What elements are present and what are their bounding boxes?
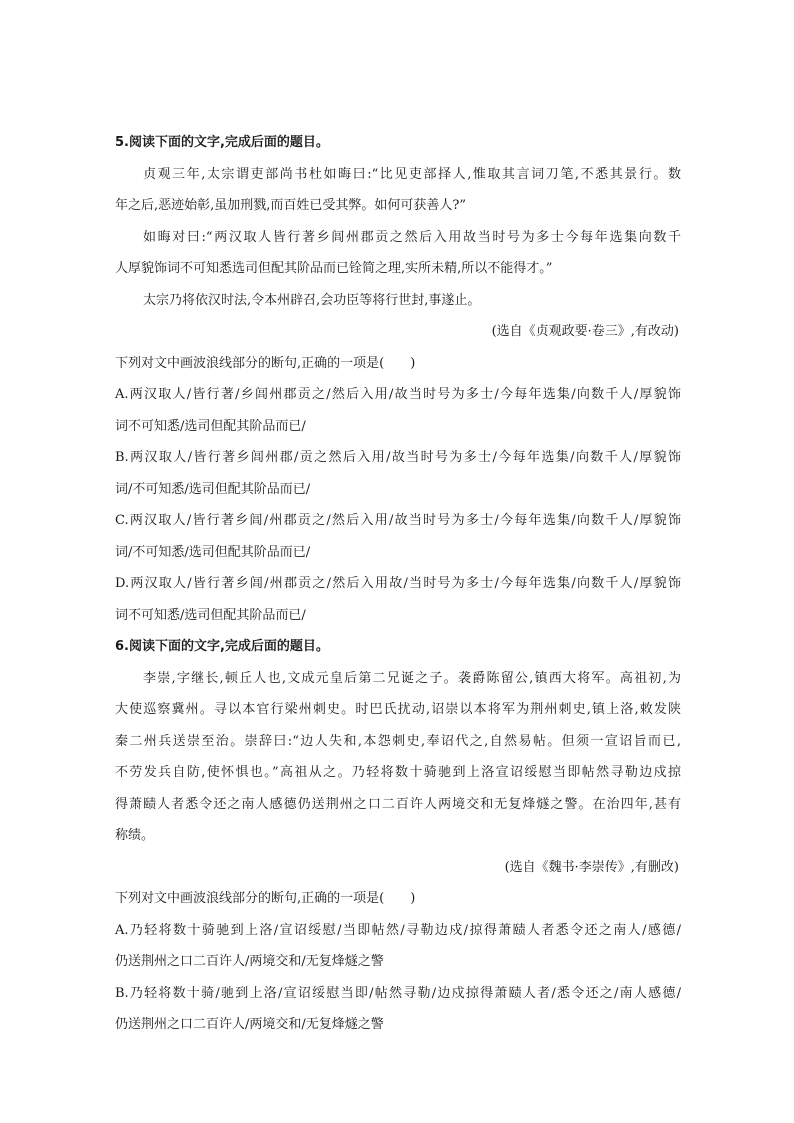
q5-option-b: B.两汉取人/皆行著乡闾州郡/贡之然后入用/故当时号为多士/今每年选集/向数千人/厚貌饰 [115, 450, 681, 465]
q6-option-a-cont: 仍送荆州之口二百许人/两境交和/无复烽燧之警 [115, 954, 384, 969]
q6-passage-line: 不劳发兵自防,使怀惧也。”高祖从之。乃轻将数十骑驰到上洛宣诏绥慰当即帖然寻勒边戍掠 [115, 765, 681, 780]
q5-option-c: C.两汉取人/皆行著乡闾/州郡贡之/然后入用/故当时号为多士/今每年选集/向数千人/厚貌饰 [115, 513, 681, 528]
q5-passage-line: 人厚貌饰词不可知悉选司但配其阶品而已铨简之理,实所未精,所以不能得才。” [115, 261, 553, 276]
q6-question: 下列对文中画波浪线部分的断句,正确的一项是( ) [115, 891, 416, 906]
q6-option-a: A.乃轻将数十骑驰到上洛/宣诏绥慰/当即帖然/寻勒边戍/掠得萧赜人者悉令还之南人/感德/ [115, 923, 681, 938]
q5-option-a-cont: 词不可知悉/选司但配其阶品而已/ [115, 419, 306, 434]
q5-option-a: A.两汉取人/皆行著/乡闾州郡贡之/然后入用/故当时号为多士/今每年选集/向数千人/厚貌饰 [115, 387, 681, 402]
q5-passage-line: 太宗乃将依汉时法,令本州辟召,会功臣等将行世封,事遂止。 [143, 293, 481, 308]
q6-option-b-cont: 仍送荆州之口二百许人/两境交和/无复烽燧之警 [115, 1017, 384, 1032]
q6-passage-line: 秦二州兵送崇至治。崇辞曰:“边人失和,本怨刺史,奉诏代之,自然易帖。但须一宣诏旨而已, [115, 734, 681, 749]
q6-source: (选自《魏书·李崇传》,有删改) [504, 860, 679, 875]
q5-option-d-cont: 词不可知悉/选司但配其阶品而已/ [115, 608, 306, 623]
q5-source: (选自《贞观政要·卷三》,有改动) [491, 324, 679, 339]
q5-heading: 5.阅读下面的文字,完成后面的题目。 [115, 135, 329, 150]
q6-passage-line: 大使巡察冀州。寻以本官行梁州刺史。时巴氏扰动,诏崇以本将军为荆州刺史,镇上洛,敕发陕 [115, 702, 681, 717]
q5-option-b-cont: 词/不可知悉/选司但配其阶品而已/ [115, 482, 311, 497]
q5-option-c-cont: 词/不可知悉/选司但配其阶品而已/ [115, 545, 311, 560]
q6-heading: 6.阅读下面的文字,完成后面的题目。 [115, 639, 329, 654]
q5-option-d: D.两汉取人/皆行著乡闾/州郡贡之/然后入用故/当时号为多士/今每年选集/向数千人/厚貌饰 [115, 576, 681, 591]
q6-passage-line: 李崇,字继长,顿丘人也,文成元皇后第二兄诞之子。袭爵陈留公,镇西大将军。高祖初,为 [143, 671, 681, 686]
q5-passage-line: 年之后,恶迹始彰,虽加刑戮,而百姓已受其弊。如何可获善人?” [115, 198, 467, 213]
q6-passage-line: 称绩。 [115, 828, 155, 843]
q6-passage-line: 得萧赜人者悉令还之南人感德仍送荆州之口二百许人两境交和无复烽燧之警。在治四年,甚有 [115, 797, 681, 812]
q6-option-b: B.乃轻将数十骑/驰到上洛/宣诏绥慰当即/帖然寻勒/边戍掠得萧赜人者/悉令还之/南人感德/ [115, 986, 681, 1001]
q5-question: 下列对文中画波浪线部分的断句,正确的一项是( ) [115, 356, 416, 371]
q5-passage-line: 如晦对曰:“两汉取人皆行著乡闾州郡贡之然后入用故当时号为多士今每年选集向数千 [143, 230, 681, 245]
q5-passage-line: 贞观三年,太宗谓吏部尚书杜如晦曰:“比见吏部择人,惟取其言词刀笔,不悉其景行。数 [143, 167, 681, 182]
